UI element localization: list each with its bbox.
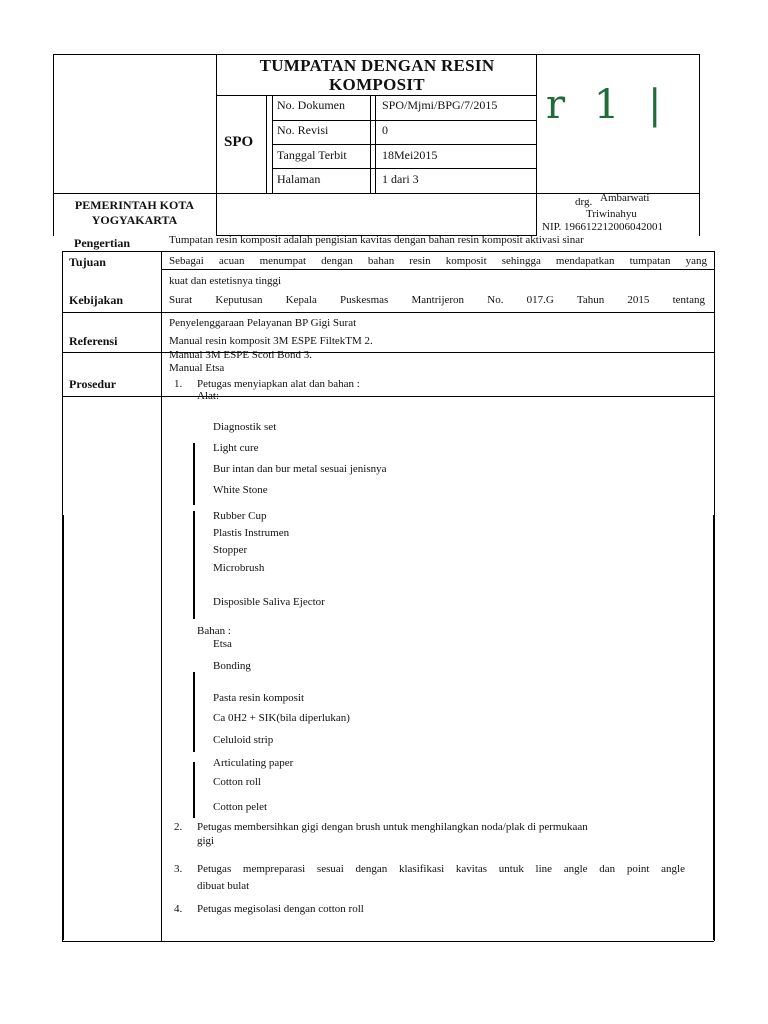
kebijakan-text-line-1: Surat Keputusan Kepala Puskesmas Mantrijeron No. 017.G Tahun 2015 tentang	[169, 294, 705, 306]
bahan-item-8: Cotton pelet	[213, 801, 268, 813]
institution-logo: r 1 |	[546, 82, 670, 128]
alat-item-4: White Stone	[213, 484, 268, 496]
kebijakan-label: Kebijakan	[69, 293, 124, 307]
bahan-bracket-2	[193, 762, 195, 818]
step-1-text: Petugas menyiapkan alat dan bahan :	[197, 378, 360, 390]
alat-item-7: Stopper	[213, 544, 248, 556]
bahan-item-2: Bonding	[213, 660, 251, 672]
step-2-text-line-1: Petugas membersihkan gigi dengan brush untuk menghilangkan noda/plak di permukaan	[197, 821, 588, 833]
tujuan-text-line-1: Sebagai acuan menumpat dengan bahan resin komposit sehingga mendapatkan tumpatan yang	[169, 255, 707, 267]
tujuan-inner-line	[161, 269, 714, 270]
meta-label-no-revisi: No. Revisi	[277, 123, 329, 137]
step-4-text: Petugas megisolasi dengan cotton roll	[197, 903, 364, 915]
issuer-line-2: YOGYAKARTA	[91, 213, 178, 227]
spo-divider	[266, 95, 267, 193]
meta-value-halaman: 1 dari 3	[382, 172, 419, 186]
referensi-item-2: Manual 3M ESPE Scoti Bond 3.	[169, 349, 313, 361]
alat-item-1: Diagnostik set	[213, 421, 277, 433]
meta-row-line-2	[272, 144, 536, 145]
bahan-label: Bahan :	[197, 625, 231, 637]
step-3-text-line-1: Petugas mempreparasi sesuai dengan klasifikasi kavitas untuk line angle dan point angle	[197, 863, 685, 875]
step-3-text-line-2: dibuat bulat	[197, 880, 250, 892]
referensi-label: Referensi	[69, 334, 118, 348]
signer-name-2: Triwinahyu	[586, 208, 637, 220]
step-3-number: 3.	[174, 863, 183, 875]
meta-row-line-1	[272, 120, 536, 121]
referensi-item-3: Manual Etsa	[169, 362, 225, 374]
bahan-item-6: Articulating paper	[213, 757, 294, 769]
alat-item-8: Microbrush	[213, 562, 265, 574]
alat-item-5: Rubber Cup	[213, 510, 267, 522]
signer-name-1: Ambarwati	[600, 192, 650, 204]
kebijakan-divider	[62, 312, 714, 313]
step-2-text-line-2: gigi	[197, 835, 215, 847]
spo-label: SPO	[224, 134, 254, 150]
signer-prefix: drg.	[575, 196, 593, 208]
tujuan-text-line-2: kuat dan estetisnya tinggi	[169, 275, 282, 287]
meta-label-halaman: Halaman	[277, 172, 321, 186]
bahan-item-4: Ca 0H2 + SIK(bila diperlukan)	[213, 712, 350, 724]
pengertian-label: Pengertian	[74, 236, 130, 250]
meta-value-tanggal-terbit: 18Mei2015	[382, 148, 438, 162]
referensi-divider	[62, 352, 714, 353]
alat-item-2: Light cure	[213, 442, 259, 454]
left-margin-mark	[62, 515, 64, 940]
alat-bracket-2	[193, 511, 195, 619]
meta-label-no-dokumen: No. Dokumen	[277, 98, 345, 112]
issuer-line-1: PEMERINTAH KOTA	[74, 198, 195, 212]
document-title: TUMPATAN DENGAN RESIN KOMPOSIT	[259, 56, 495, 94]
alat-bracket-1	[193, 443, 195, 505]
alat-item-3: Bur intan dan bur metal sesuai jenisnya	[213, 463, 387, 475]
bahan-item-5: Celuloid strip	[213, 734, 274, 746]
header-right-border	[699, 54, 700, 236]
step-2-number: 2.	[174, 821, 183, 833]
kebijakan-text-line-2: Penyelenggaraan Pelayanan BP Gigi Surat	[169, 317, 357, 329]
header-col-divider-1	[216, 54, 217, 236]
meta-value-no-dokumen: SPO/Mjmi/BPG/7/2015	[382, 98, 498, 112]
header-col-divider-2	[536, 54, 537, 236]
bahan-bracket-1	[193, 672, 195, 752]
bahan-item-3: Pasta resin komposit	[213, 692, 305, 704]
meta-row-line-3	[272, 168, 536, 169]
title-bottom-border	[216, 95, 536, 96]
prosedur-divider	[62, 396, 714, 397]
section-col-divider	[161, 251, 162, 941]
meta-label-tanggal-terbit: Tanggal Terbit	[277, 148, 347, 162]
bahan-item-7: Cotton roll	[213, 776, 261, 788]
pengertian-text: Tumpatan resin komposit adalah pengisian kavitas dengan bahan resin komposit aktivasi sinar	[169, 234, 584, 246]
alat-item-9: Disposible Saliva Ejector	[213, 596, 325, 608]
section-table-bottom	[62, 941, 714, 942]
step-4-number: 4.	[174, 903, 183, 915]
header-top-border	[53, 54, 699, 55]
bahan-item-1: Etsa	[213, 638, 232, 650]
tujuan-label: Tujuan	[69, 255, 106, 269]
signer-nip: NIP. 196612212006042001	[542, 221, 664, 233]
step-1-number: 1.	[174, 378, 183, 390]
section-table-top	[62, 251, 714, 252]
alat-label: Alat:	[197, 390, 219, 402]
meta-value-no-revisi: 0	[382, 123, 388, 137]
alat-item-6: Plastis Instrumen	[213, 527, 290, 539]
referensi-item-1: Manual resin komposit 3M ESPE FiltekTM 2.	[169, 335, 373, 347]
right-margin-mark	[713, 515, 715, 940]
prosedur-label: Prosedur	[69, 377, 117, 391]
